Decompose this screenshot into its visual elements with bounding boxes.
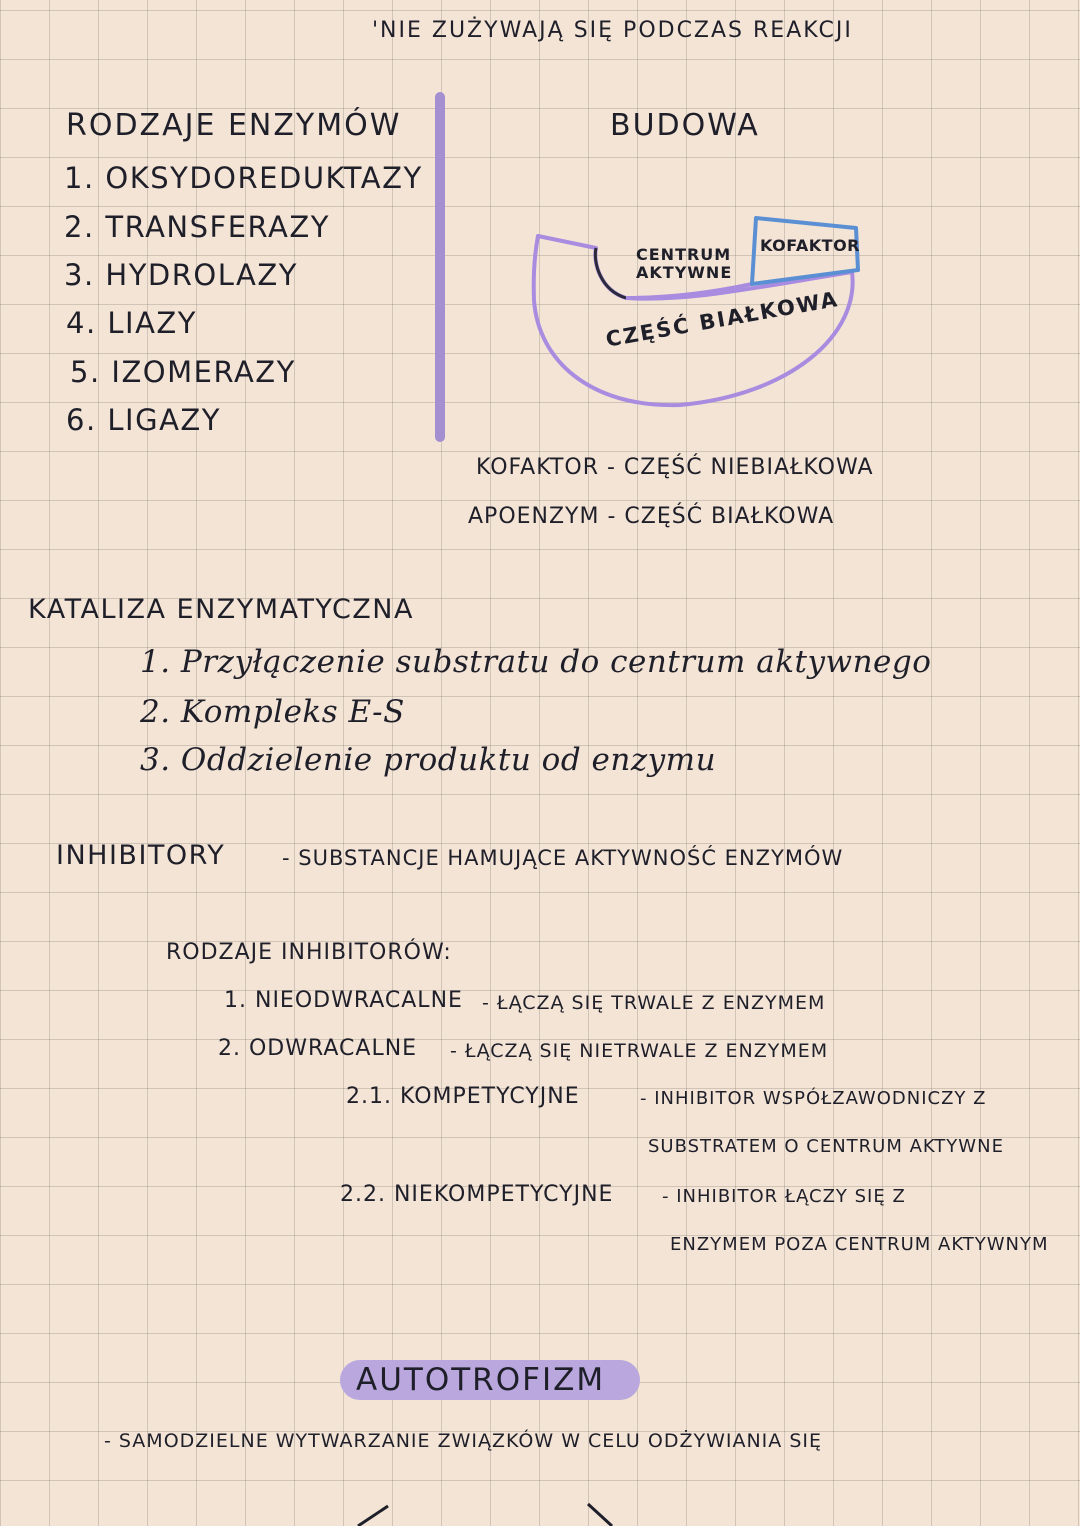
branch-left-line <box>358 1506 388 1526</box>
enzyme-types-title: RODZAJE ENZYMÓW <box>66 108 402 143</box>
protein-part-label: CZĘŚĆ BIAŁKOWA <box>604 287 841 352</box>
autotrophy-definition: - SAMODZIELNE WYTWARZANIE ZWIĄZKÓW W CELU ODŻYWIANIA SIĘ <box>104 1430 822 1452</box>
catalysis-step: 1. Przyłączenie substratu do centrum aktywnego <box>140 644 932 680</box>
inhibitors-definition: - SUBSTANCJE HAMUJĄCE AKTYWNOŚĆ ENZYMÓW <box>282 846 844 870</box>
active-center-label-line2: AKTYWNE <box>636 263 733 282</box>
competitive-inhibitor-name: 2.1. KOMPETYCYJNE <box>346 1084 580 1109</box>
reversible-inhibitor-name: 2. ODWRACALNE <box>218 1036 418 1061</box>
enzyme-type-item: 4. LIAZY <box>66 306 198 340</box>
irreversible-inhibitor-desc: - ŁĄCZĄ SIĘ TRWALE Z ENZYMEM <box>482 992 826 1014</box>
enzyme-type-item: 3. HYDROLAZY <box>64 258 298 292</box>
active-center-label-line1: CENTRUM <box>636 245 732 264</box>
catalysis-title: KATALIZA ENZYMATYCZNA <box>28 594 414 625</box>
noncompetitive-inhibitor-desc: ENZYMEM POZA CENTRUM AKTYWNYM <box>670 1234 1049 1255</box>
noncompetitive-inhibitor-name: 2.2. NIEKOMPETYCYJNE <box>340 1182 614 1207</box>
catalysis-step: 2. Kompleks E-S <box>140 694 405 730</box>
top-note: 'NIE ZUŻYWAJĄ SIĘ PODCZAS REAKCJI <box>372 18 853 43</box>
enzyme-type-item: 5. IZOMERAZY <box>70 355 296 389</box>
catalysis-step: 3. Oddzielenie produktu od enzymu <box>140 742 717 778</box>
apoenzyme-definition: APOENZYM - CZĘŚĆ BIAŁKOWA <box>468 504 835 529</box>
enzyme-type-item: 6. LIGAZY <box>66 403 221 437</box>
enzyme-type-item: 1. OKSYDOREDUKTAZY <box>64 161 423 195</box>
competitive-inhibitor-desc: SUBSTRATEM O CENTRUM AKTYWNE <box>648 1136 1004 1157</box>
branch-right-line <box>588 1504 612 1526</box>
noncompetitive-inhibitor-desc: - INHIBITOR ŁĄCZY SIĘ Z <box>662 1186 906 1207</box>
autotrophy-title: AUTOTROFIZM <box>356 1362 606 1398</box>
cofactor-label: KOFAKTOR <box>760 236 860 255</box>
competitive-inhibitor-desc: - INHIBITOR WSPÓŁZAWODNICZY Z <box>640 1088 987 1109</box>
reversible-inhibitor-desc: - ŁĄCZĄ SIĘ NIETRWALE Z ENZYMEM <box>450 1040 829 1062</box>
inhibitors-title: INHIBITORY <box>56 840 226 871</box>
irreversible-inhibitor-name: 1. NIEODWRACALNE <box>224 988 463 1013</box>
enzyme-type-item: 2. TRANSFERAZY <box>64 210 330 244</box>
cofactor-definition: KOFAKTOR - CZĘŚĆ NIEBIAŁKOWA <box>476 455 874 480</box>
inhibitor-types-title: RODZAJE INHIBITORÓW: <box>166 940 452 965</box>
structure-title: BUDOWA <box>610 108 760 143</box>
